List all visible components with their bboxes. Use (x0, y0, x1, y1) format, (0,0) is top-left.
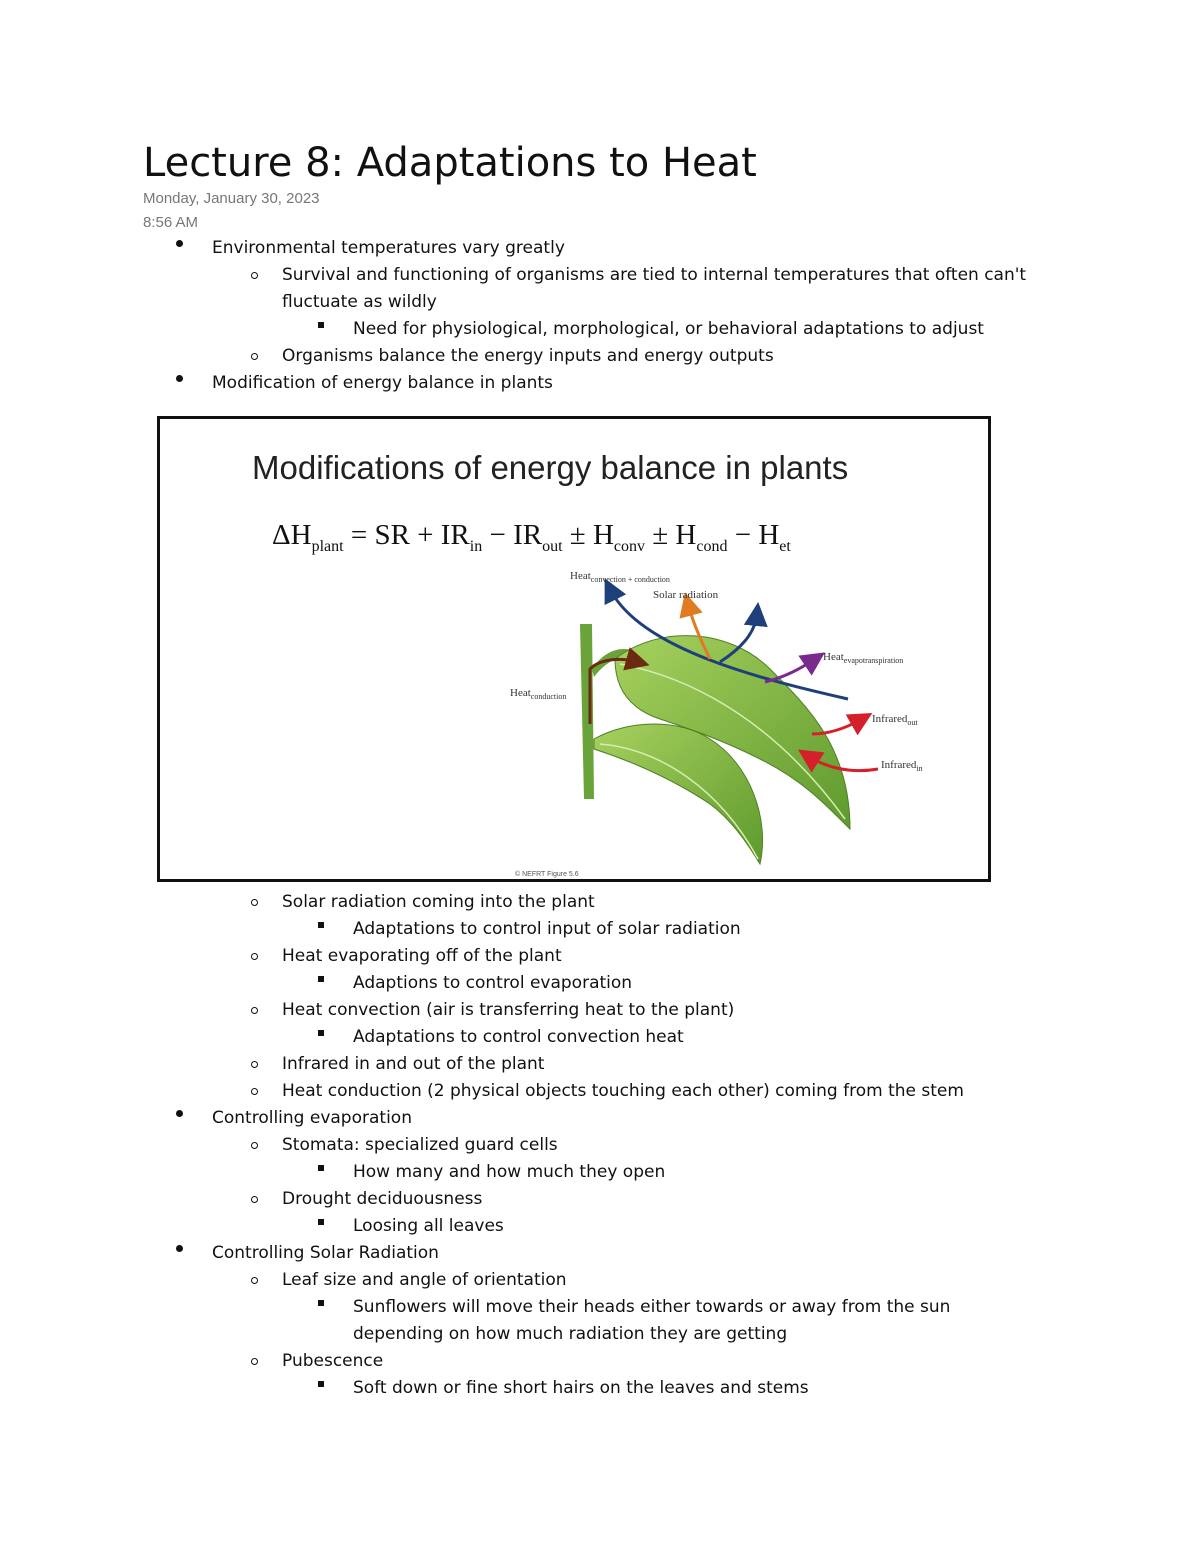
bullet-circle (251, 1277, 258, 1284)
bullet-square (318, 976, 324, 982)
note-line: Environmental temperatures vary greatly (212, 238, 565, 258)
bullet-circle (251, 1088, 258, 1095)
label-solar: Solar radiation (653, 589, 719, 601)
bullet-dot (176, 1110, 183, 1117)
label-convection: Heat$_{convection + conduction}$ (570, 570, 670, 585)
evaporation-arrow (765, 659, 815, 682)
bullet-square (318, 1381, 324, 1387)
note-line: Adaptions to control evaporation (353, 973, 633, 993)
bullet-circle (251, 272, 258, 279)
bullet-square (318, 1165, 324, 1171)
bullet-circle (251, 1142, 258, 1149)
note-line: Drought deciduousness (282, 1189, 483, 1209)
figure-caption: © NEFRT Figure 5.6 (515, 871, 579, 878)
note-line: Heat convection (air is transferring heat to the plant) (282, 1000, 735, 1020)
label-infrared-in: Infrared$_{in}$ (881, 759, 923, 774)
bullet-circle (251, 353, 258, 360)
page-title: Lecture 8: Adaptations to Heat (143, 140, 757, 186)
note-line: Organisms balance the energy inputs and energy outputs (282, 346, 774, 366)
note-line: Modification of energy balance in plants (212, 373, 553, 393)
plant-stem (580, 624, 594, 799)
note-line: Survival and functioning of organisms are tied to internal temperatures that often can't (282, 265, 1027, 285)
note-line: Solar radiation coming into the plant (282, 892, 595, 912)
note-line: Infrared in and out of the plant (282, 1054, 545, 1074)
bullet-circle (251, 1007, 258, 1014)
bullet-dot (176, 375, 183, 382)
bullet-square (318, 922, 324, 928)
note-line: Loosing all leaves (353, 1216, 504, 1236)
note-line: Sunflowers will move their heads either towards or away from the sun (353, 1297, 951, 1317)
note-line: Heat evaporating off of the plant (282, 946, 562, 966)
note-line: Controlling Solar Radiation (212, 1243, 439, 1263)
bullet-square (318, 1030, 324, 1036)
note-line: Pubescence (282, 1351, 384, 1371)
bullet-circle (251, 1061, 258, 1068)
bullet-circle (251, 899, 258, 906)
note-line: Heat conduction (2 physical objects touching each other) coming from the stem (282, 1081, 964, 1101)
note-line: Controlling evaporation (212, 1108, 412, 1128)
bullet-dot (176, 240, 183, 247)
energy-balance-figure (157, 416, 991, 882)
bullet-circle (251, 1196, 258, 1203)
note-line: Adaptations to control convection heat (353, 1027, 684, 1047)
page-date: Monday, January 30, 2023 (143, 190, 320, 207)
bullet-dot (176, 1245, 183, 1252)
note-line: Leaf size and angle of orientation (282, 1270, 567, 1290)
bullet-circle (251, 1358, 258, 1365)
note-line: fluctuate as wildly (282, 292, 437, 312)
label-evaporation: Heat$_{evapotranspiration}$ (823, 651, 904, 666)
bullet-circle (251, 953, 258, 960)
note-line: How many and how much they open (353, 1162, 666, 1182)
bullet-square (318, 1300, 324, 1306)
note-line: depending on how much radiation they are getting (353, 1324, 788, 1344)
label-infrared-out: Infrared$_{out}$ (872, 713, 918, 728)
note-line: Need for physiological, morphological, or behavioral adaptations to adjust (353, 319, 984, 339)
note-line: Soft down or fine short hairs on the leaves and stems (353, 1378, 809, 1398)
bullet-square (318, 1219, 324, 1225)
note-line: Stomata: specialized guard cells (282, 1135, 558, 1155)
energy-equation: $\Delta H_{plant}$ = SR + $IR_{in} - IR_{out} \pm H_{conv} \pm H_{cond} - H_{et}$ (272, 519, 791, 555)
label-conduction: Heat$_{conduction}$ (510, 687, 567, 702)
figure-title: Modifications of energy balance in plants (252, 449, 849, 486)
note-line: Adaptations to control input of solar radiation (353, 919, 741, 939)
bullet-square (318, 322, 324, 328)
page-time: 8:56 AM (143, 214, 199, 231)
